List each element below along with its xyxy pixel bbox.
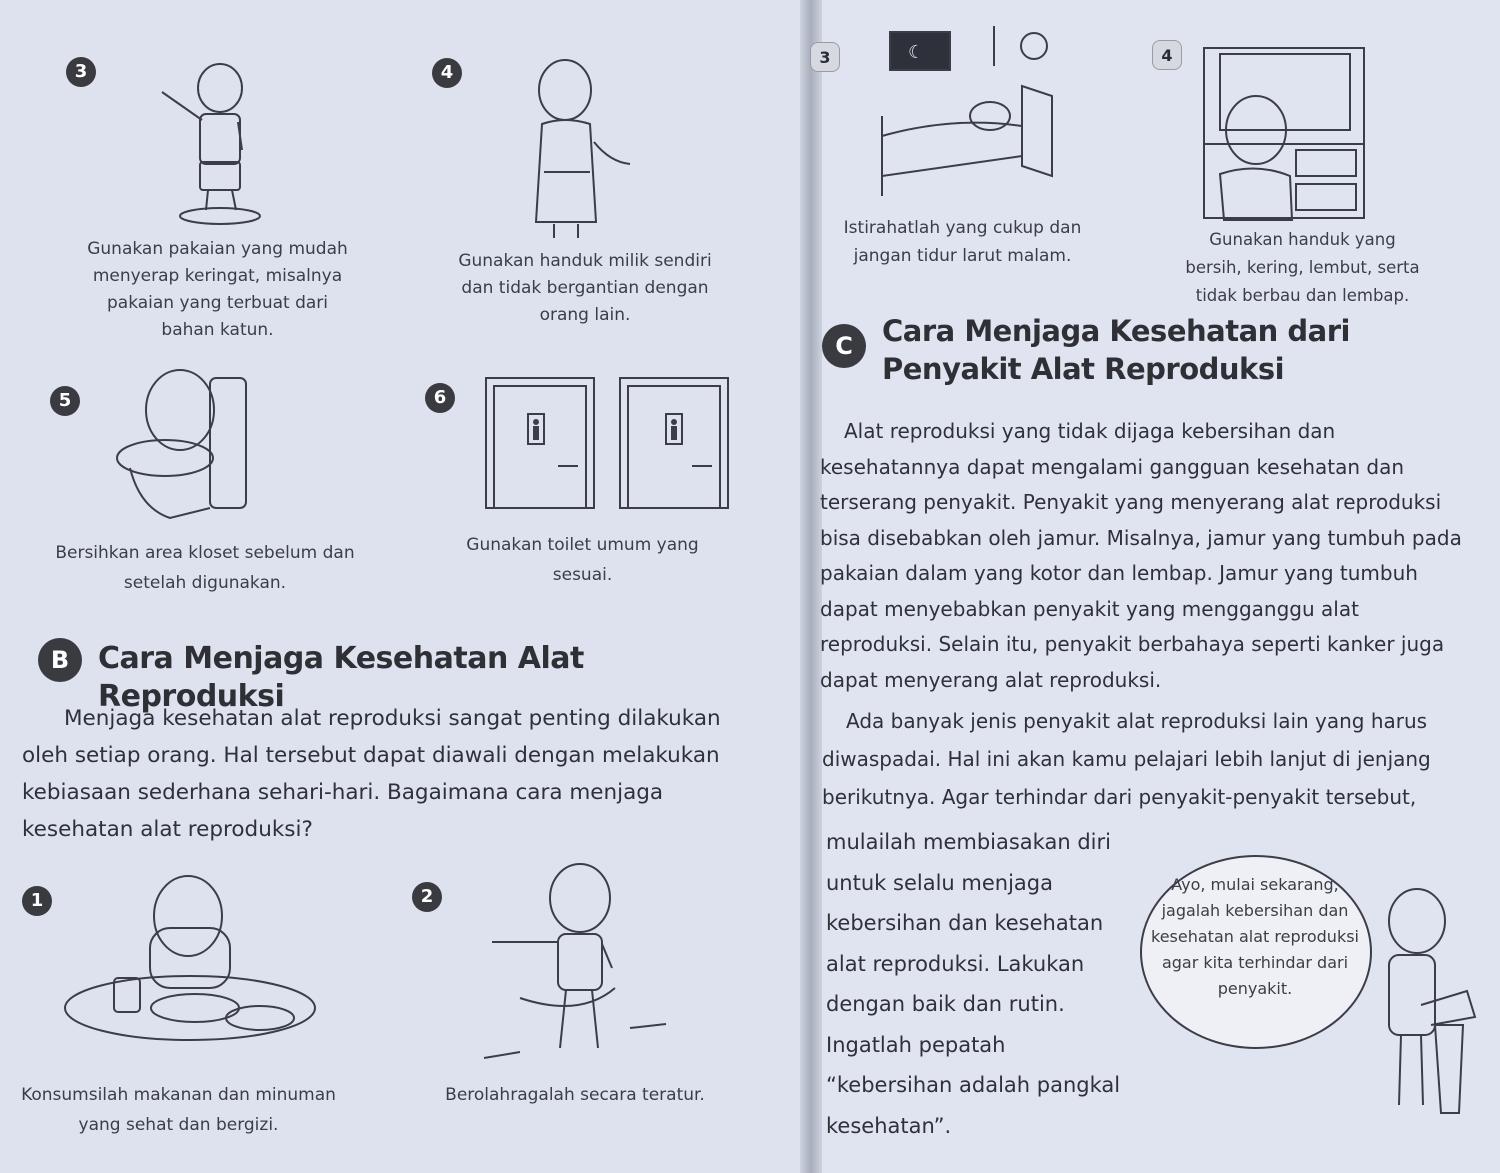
step-caption: Konsumsilah makanan dan minuman yang sehat dan bergizi. (21, 1085, 336, 1135)
step-caption: Gunakan handuk milik sendiri dan tidak bergantian dengan orang lain. (458, 251, 712, 325)
step-number-badge: 5 (50, 386, 80, 416)
boy-towel-illustration (510, 52, 640, 242)
sleeping-bed-illustration (872, 26, 1067, 206)
section-badge: C (822, 324, 866, 368)
section-c-paragraph-3: mulailah membiasakan diri untuk selalu menjaga kebersihan dan kesehatan alat reproduksi. Lakukan dengan baik dan rutin. Ingatlah pepatah “kebersihan adalah pangkal kesehatan”. (826, 830, 1121, 1138)
public-toilet-doors-illustration (480, 372, 735, 512)
section-title: Cara Menjaga Kesehatan Alat Reproduksi (98, 641, 584, 714)
speech-bubble-text: Ayo, mulai sekarang, jagalah kebersihan dan kesehatan alat reproduksi agar kita terhindar dari penyakit. (1151, 875, 1359, 998)
section-title: Cara Menjaga Kesehatan dari Penyakit Alat Reproduksi (882, 314, 1350, 386)
section-c-paragraph-1: Alat reproduksi yang tidak dijaga kebersihan dan kesehatannya dapat mengalami gangguan kesehatan dan terserang penyakit. Penyakit yang menyerang alat reproduksi bisa disebabkan oleh jamur. Misalnya, jamur yang tumbuh pada pakaian dalam yang kotor dan lembap. Jamur yang tumbuh dapat menyebabkan penyakit yang mengganggu alat reproduksi. Selain itu, penyakit berbahaya seperti kanker juga dapat menyerang alat reproduksi. (820, 419, 1462, 692)
boy-eating-illustration (60, 868, 320, 1043)
step-caption: Berolahragalah secara teratur. (445, 1085, 705, 1105)
toilet-illustration (110, 358, 260, 528)
boy-clean-towel-illustration (1200, 44, 1370, 224)
section-c-paragraph-2: Ada banyak jenis penyakit alat reproduksi lain yang harus diwaspadai. Hal ini akan kamu pelajari lebih lanjut di jenjang berikutnya. Agar terhindar dari penyakit-penyakit tersebut, (822, 709, 1431, 809)
svg-text:☾: ☾ (908, 42, 925, 63)
step-number-badge: 1 (22, 886, 52, 916)
step-caption: Gunakan pakaian yang mudah menyerap keringat, misalnya pakaian yang terbuat dari bahan katun. (87, 239, 348, 340)
section-c-heading (822, 312, 1382, 388)
step-caption: Gunakan toilet umum yang sesuai. (466, 535, 699, 585)
boy-cotton-clothes-illustration (150, 58, 270, 228)
section-badge: B (38, 638, 82, 682)
step-caption: Istirahatlah yang cukup dan jangan tidur larut malam. (843, 218, 1082, 266)
step-caption: Bersihkan area kloset sebelum dan setelah digunakan. (55, 543, 355, 593)
boy-exercising-illustration (480, 858, 670, 1068)
step-number-badge: 4 (1152, 40, 1182, 70)
step-number-badge: 6 (425, 383, 455, 413)
step-number-badge: 4 (432, 58, 462, 88)
step-number-badge: 3 (66, 57, 96, 87)
step-number-badge: 3 (810, 42, 840, 72)
step-number-badge: 2 (412, 882, 442, 912)
step-caption: Gunakan handuk yang bersih, kering, lembut, serta tidak berbau dan lembap. (1185, 230, 1420, 305)
section-b-paragraph: Menjaga kesehatan alat reproduksi sangat penting dilakukan oleh setiap orang. Hal tersebut dapat diawali dengan melakukan kebiasaan sederhana sehari-hari. Bagaimana cara menjaga kesehatan alat reproduksi? (22, 706, 721, 842)
book-gutter (800, 0, 822, 1173)
boy-washing-hands-illustration (1375, 885, 1480, 1120)
